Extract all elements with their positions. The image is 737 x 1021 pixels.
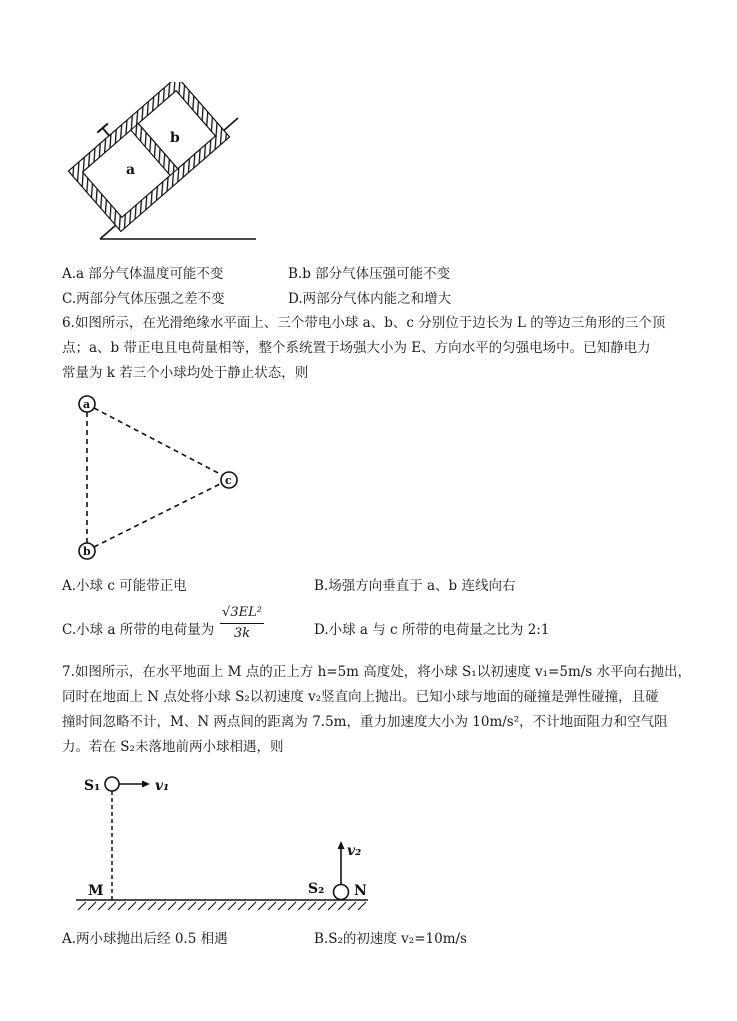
v2-arrowhead: [338, 841, 345, 849]
q7-figure: [70, 765, 375, 915]
label-n: N: [354, 883, 367, 899]
q6-stem-line-3: 常量为 k 若三个小球均处于静止状态，则: [62, 365, 309, 381]
label-v1: v₁: [155, 778, 170, 794]
q7-stem-line-1: 7.如图所示，在水平地面上 M 点的正上方 h=5m 高度处，将小球 S₁以初速度 v₁=5m/s 水平向右抛出，: [62, 664, 692, 680]
q5-option-d: D.两部分气体内能之和增大: [288, 291, 452, 307]
q7-stem-line-2: 同时在地面上 N 点处将小球 S₂以初速度 v₂竖直向上抛出。已知小球与地面的碰撞是弹性碰撞，且碰: [62, 689, 659, 705]
q6-figure: [70, 390, 250, 565]
q5-option-b: B.b 部分气体压强可能不变: [288, 266, 451, 282]
fraction-numerator: √3EL²: [222, 605, 262, 620]
label-c: c: [225, 474, 232, 487]
q6-option-c-fraction: [218, 604, 266, 643]
q6-option-c-prefix: C.小球 a 所带的电荷量为: [62, 622, 215, 638]
ground-hatch: [78, 902, 366, 910]
fraction-denominator: 3k: [233, 626, 251, 641]
label-v2: v₂: [347, 843, 362, 859]
label-m: M: [88, 883, 104, 899]
label-a: a: [83, 398, 91, 411]
v1-arrowhead: [142, 781, 150, 788]
q5-figure: [66, 82, 266, 244]
q6-stem-line-2: 点；a、b 带正电且电荷量相等，整个系统置于场强大小为 E、方向水平的匀强电场中。已知静电力: [62, 340, 651, 356]
q5-option-a: A.a 部分气体温度可能不变: [62, 266, 224, 282]
fraction-bar: [220, 623, 264, 624]
q7-option-a: A.两小球抛出后经 0.5 相遇: [62, 931, 228, 947]
fig5-label-b: b: [170, 130, 180, 146]
triangle-side-bc: [94, 483, 222, 547]
q7-stem-line-4: 力。若在 S₂未落地前两小球相遇，则: [62, 739, 284, 755]
q6-option-a: A.小球 c 可能带正电: [62, 578, 187, 594]
q7-stem-line-3: 撞时间忽略不计，M、N 两点间的距离为 7.5m，重力加速度大小为 10m/s²，不计地面阻力和空气阻: [62, 714, 668, 730]
q6-option-c: [62, 620, 214, 640]
label-s1: S₁: [84, 778, 101, 794]
fig5-label-a: a: [126, 162, 136, 178]
label-s2: S₂: [308, 881, 325, 897]
q6-option-b: B.场强方向垂直于 a、b 连线向右: [314, 578, 516, 594]
q6-option-d: D.小球 a 与 c 所带的电荷量之比为 2:1: [314, 622, 550, 638]
ball-s1: [105, 777, 119, 791]
label-b: b: [83, 545, 91, 558]
ball-s2: [334, 885, 349, 900]
q7-option-b: B.S₂的初速度 v₂=10m/s: [314, 931, 467, 947]
q6-stem-line-1: 6.如图所示，在光滑绝缘水平面上、三个带电小球 a、b、c 分别位于边长为 L 的等边三角形的三个顶: [62, 315, 666, 331]
q5-option-c: C.两部分气体压强之差不变: [62, 291, 225, 307]
triangle-side-ac: [94, 408, 222, 475]
